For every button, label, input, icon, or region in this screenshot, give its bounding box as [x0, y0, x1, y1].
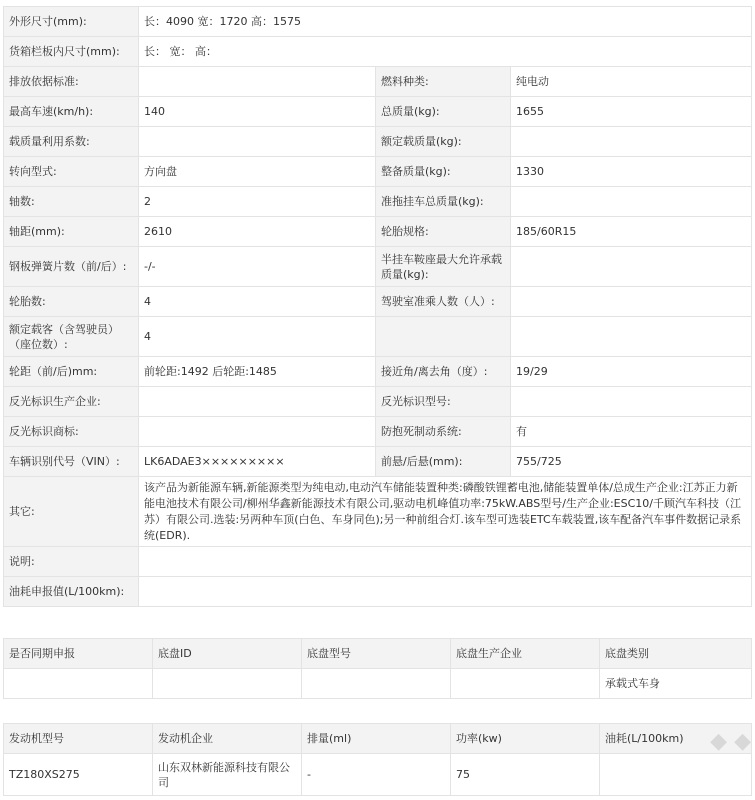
param-label: 燃料种类: [376, 67, 511, 97]
dims-label: 外形尺寸(mm): [4, 7, 139, 37]
table-row [4, 417, 752, 447]
param-label: 转向型式: [4, 157, 139, 187]
param-value: 4 [139, 317, 376, 357]
param-value: 1655 [511, 97, 752, 127]
param-value [511, 387, 752, 417]
param-label: 车辆识别代号（VIN）: [4, 447, 139, 477]
param-label: 反光标识生产企业: [4, 387, 139, 417]
param-label: 反光标识型号: [376, 387, 511, 417]
other-label: 其它: [4, 477, 139, 547]
table-row [4, 547, 752, 577]
column-header: 排量(ml) [302, 724, 451, 754]
param-value: 有 [511, 417, 752, 447]
param-value: 2610 [139, 217, 376, 247]
table-cell [153, 669, 302, 699]
table-row [4, 37, 752, 67]
param-label: 载质量利用系数: [4, 127, 139, 157]
table-cell [302, 669, 451, 699]
param-value [511, 127, 752, 157]
param-label: 接近角/离去角（度）: [376, 357, 511, 387]
param-value: -/- [139, 247, 376, 287]
param-value: 140 [139, 97, 376, 127]
table-cell: TZ180XS275 [4, 754, 153, 796]
param-value [511, 287, 752, 317]
param-label: 防抱死制动系统: [376, 417, 511, 447]
table-row [4, 157, 752, 187]
param-value [511, 317, 752, 357]
table-row [4, 357, 752, 387]
table-row [4, 387, 752, 417]
table-row [4, 187, 752, 217]
fuel-value [139, 577, 752, 607]
table-row [4, 754, 752, 796]
table-row [4, 317, 752, 357]
param-value [511, 247, 752, 287]
table-row [4, 97, 752, 127]
column-header: 发动机型号 [4, 724, 153, 754]
note-value [139, 547, 752, 577]
vehicle-params-table [3, 6, 752, 607]
param-value [139, 127, 376, 157]
table-row [4, 577, 752, 607]
cargo-value: 长： 宽： 高： [139, 37, 752, 67]
table-cell: 山东双林新能源科技有限公司 [153, 754, 302, 796]
param-value [139, 67, 376, 97]
column-header: 底盘类别 [600, 639, 752, 669]
param-label: 半挂车鞍座最大允许承载质量(kg): [376, 247, 511, 287]
table-row [4, 247, 752, 287]
table-row [4, 669, 752, 699]
param-value: 755/725 [511, 447, 752, 477]
param-value: 4 [139, 287, 376, 317]
dims-value: 长：4090 宽：1720 高：1575 [139, 7, 752, 37]
param-value: 纯电动 [511, 67, 752, 97]
table-cell [451, 669, 600, 699]
param-label: 排放依据标准: [4, 67, 139, 97]
param-value: 方向盘 [139, 157, 376, 187]
param-label: 整备质量(kg): [376, 157, 511, 187]
table-cell: - [302, 754, 451, 796]
table-row [4, 287, 752, 317]
column-header: 是否同期申报 [4, 639, 153, 669]
table-row [4, 477, 752, 547]
param-label [376, 317, 511, 357]
column-header: 底盘生产企业 [451, 639, 600, 669]
column-header: 底盘型号 [302, 639, 451, 669]
param-label: 前悬/后悬(mm): [376, 447, 511, 477]
table-row [4, 67, 752, 97]
param-value: 19/29 [511, 357, 752, 387]
param-value [511, 187, 752, 217]
param-label: 额定载客（含驾驶员）（座位数）: [4, 317, 139, 357]
param-label: 额定载质量(kg): [376, 127, 511, 157]
param-label: 轴距(mm): [4, 217, 139, 247]
param-label: 轴数: [4, 187, 139, 217]
watermark-icon: ◆ ◆ [710, 729, 751, 754]
param-value: 前轮距:1492 后轮距:1485 [139, 357, 376, 387]
param-value: 185/60R15 [511, 217, 752, 247]
param-label: 总质量(kg): [376, 97, 511, 127]
chassis-table [3, 638, 752, 699]
param-label: 反光标识商标: [4, 417, 139, 447]
param-value: LK6ADAE3××××××××× [139, 447, 376, 477]
fuel-label: 油耗申报值(L/100km): [4, 577, 139, 607]
other-value: 该产品为新能源车辆,新能源类型为纯电动,电动汽车储能装置种类:磷酸铁锂蓄电池,储能装置单体/总成生产企业:江苏正力新能电池技术有限公司/柳州华鑫新能源技术有限公司,驱动电机峰值功率:75kW.ABS型号/生产企业:ESC10/千顾汽车科技（江苏）有限公司.选装:另两种车顶(白色、车身同色);另一种前组合灯.该车型可选装ETC车载装置,该车配备汽车事件数据记录系统(EDR). [139, 477, 752, 547]
param-label: 准拖挂车总质量(kg): [376, 187, 511, 217]
param-label: 最高车速(km/h): [4, 97, 139, 127]
note-label: 说明: [4, 547, 139, 577]
param-value [139, 387, 376, 417]
table-row [4, 7, 752, 37]
param-label: 驾驶室准乘人数（人）: [376, 287, 511, 317]
cargo-label: 货箱栏板内尺寸(mm): [4, 37, 139, 67]
param-label: 轮胎数: [4, 287, 139, 317]
table-header-row [4, 724, 752, 754]
param-label: 轮胎规格: [376, 217, 511, 247]
column-header: 发动机企业 [153, 724, 302, 754]
param-label: 轮距（前/后)mm: [4, 357, 139, 387]
table-cell: 承载式车身 [600, 669, 752, 699]
table-cell [600, 754, 752, 796]
column-header: 油耗(L/100km) [600, 724, 752, 754]
column-header: 底盘ID [153, 639, 302, 669]
table-row [4, 127, 752, 157]
table-cell [4, 669, 153, 699]
param-value: 2 [139, 187, 376, 217]
engine-table [3, 723, 752, 796]
param-label: 钢板弹簧片数（前/后）: [4, 247, 139, 287]
column-header: 功率(kw) [451, 724, 600, 754]
param-value: 1330 [511, 157, 752, 187]
param-value [139, 417, 376, 447]
table-cell: 75 [451, 754, 600, 796]
table-row [4, 217, 752, 247]
table-header-row [4, 639, 752, 669]
table-row [4, 447, 752, 477]
